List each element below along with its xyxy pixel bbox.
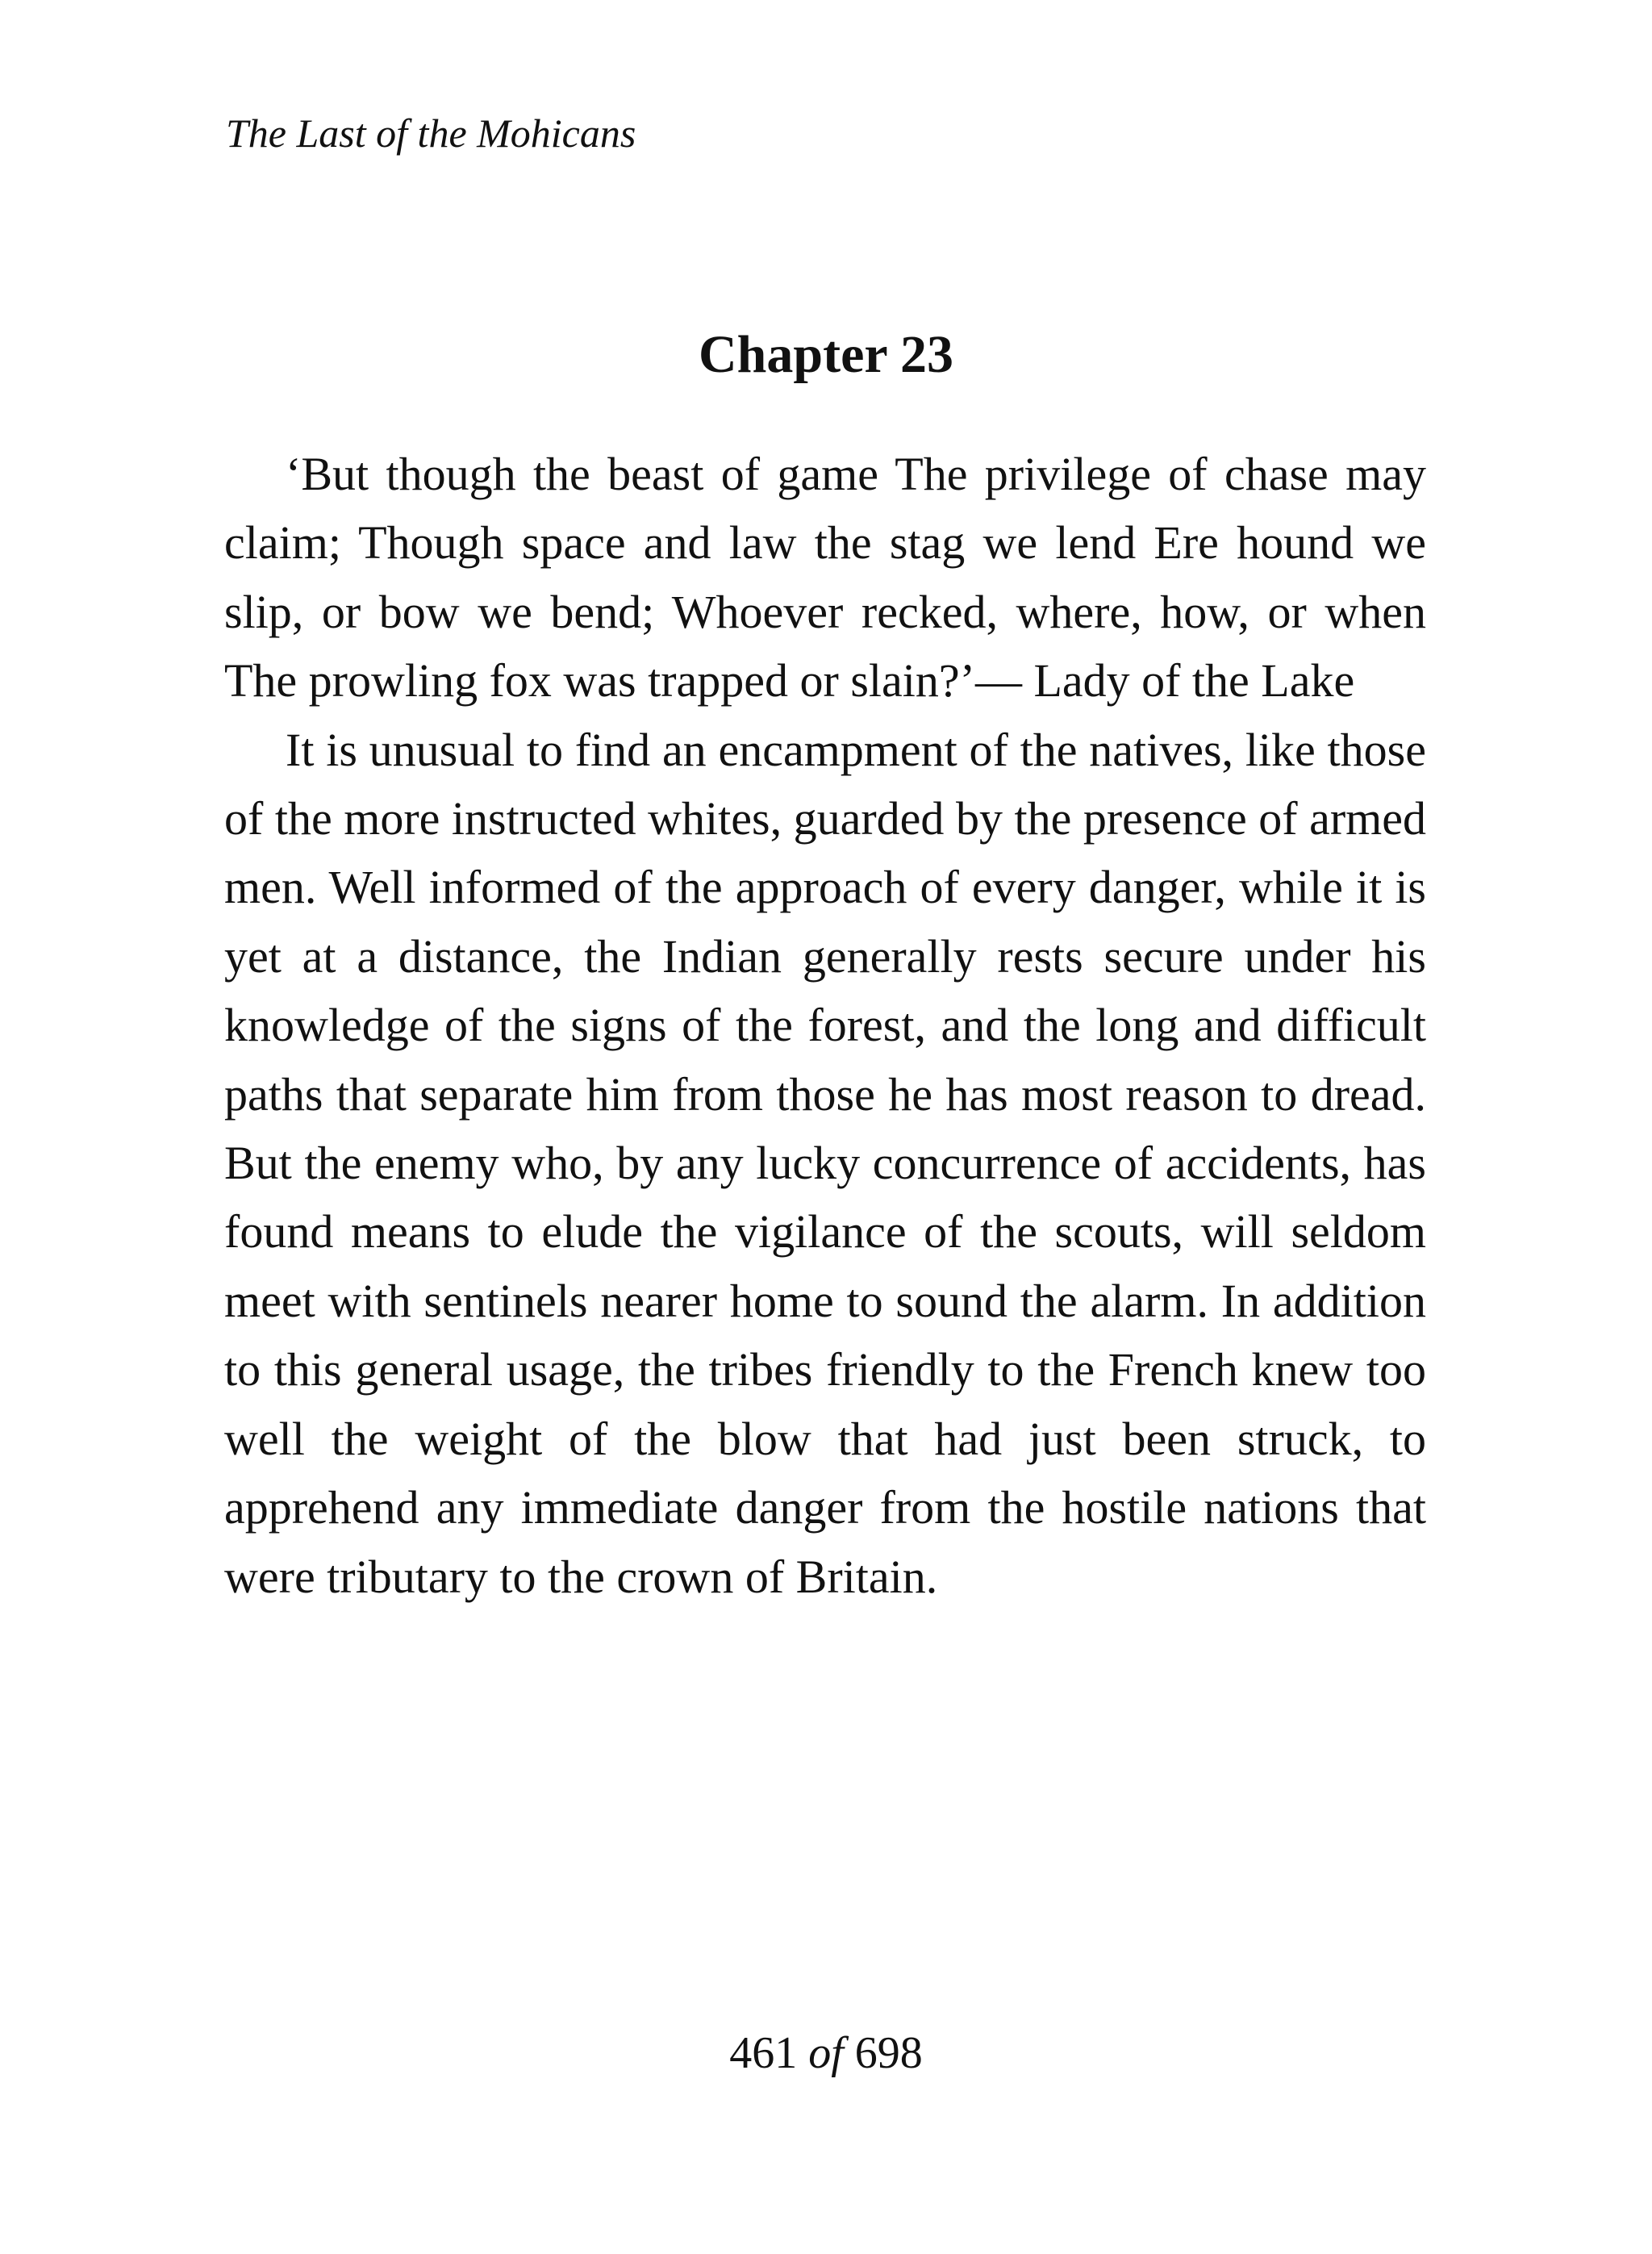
epigraph-paragraph: ‘But though the beast of game The privilege of chase may claim; Though space and law the stag we lend Ere hound we slip, or bow we bend; Whoever recked, where, how, or when The prowling fox was trapped or slain?’— Lady of the Lake	[224, 448, 1426, 708]
body-text	[224, 440, 1426, 1611]
chapter-title: Chapter 23	[699, 325, 953, 384]
body-paragraph: It is unusual to find an encampment of the natives, like those of the more instructed whites, guarded by the presence of armed men. Well informed of the approach of every danger, while it is yet at a distance, the Indian generally rests secure under his knowledge of the signs of the forest, and the long and difficult paths that separate him from those he has most reason to dread. But the enemy who, by any lucky concurrence of accidents, has found means to elude the vigilance of the scouts, will seldom meet with sentinels nearer home to sound the alarm. In addition to this general usage, the tribes friendly to the French knew too well the weight of the blow that had just been struck, to apprehend any immediate danger from the hostile nations that were tributary to the crown of Britain.	[224, 723, 1426, 1603]
current-page-number: 461	[729, 2028, 798, 2078]
running-header-book-title: The Last of the Mohicans	[226, 111, 636, 156]
total-pages-number: 698	[854, 2028, 923, 2078]
page-of-label: of	[808, 2028, 844, 2078]
page-number-footer	[0, 2025, 1652, 2081]
